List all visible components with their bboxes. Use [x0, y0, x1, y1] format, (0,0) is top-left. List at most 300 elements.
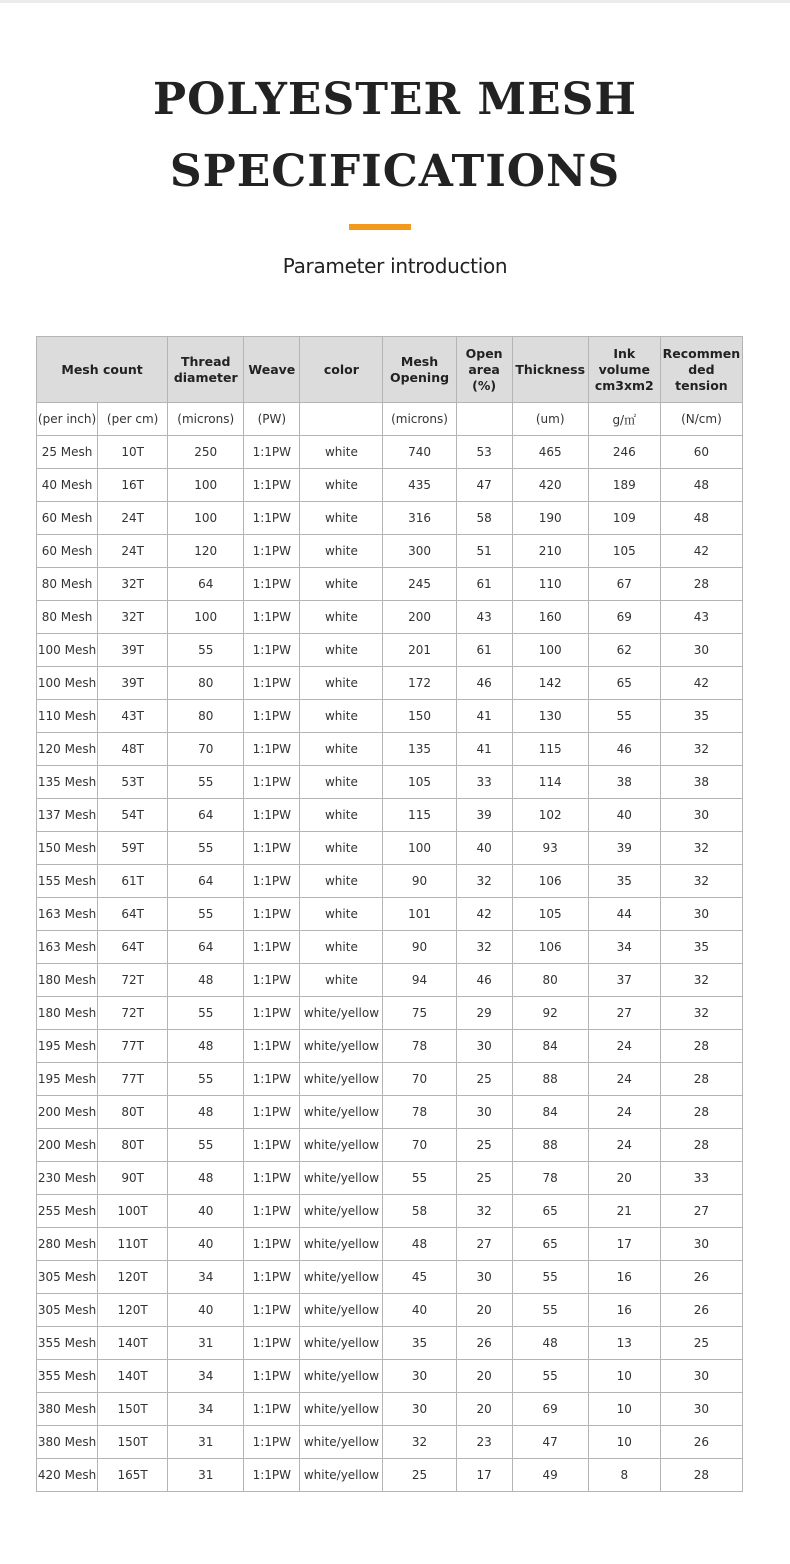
cell-thread-diameter: 48	[168, 964, 244, 997]
cell-color: white/yellow	[300, 1360, 383, 1393]
cell-open-area: 47	[456, 469, 512, 502]
cell-mesh-opening: 30	[383, 1360, 456, 1393]
cell-open-area: 41	[456, 700, 512, 733]
cell-open-area: 46	[456, 667, 512, 700]
cell-per-inch: 230 Mesh	[37, 1162, 98, 1195]
cell-thickness: 142	[512, 667, 588, 700]
cell-per-cm: 32T	[98, 568, 168, 601]
cell-thread-diameter: 48	[168, 1162, 244, 1195]
table-row	[37, 1162, 743, 1195]
cell-ink-volume: 20	[588, 1162, 660, 1195]
cell-weave: 1:1PW	[244, 1393, 300, 1426]
cell-per-cm: 110T	[98, 1228, 168, 1261]
cell-color: white	[300, 634, 383, 667]
cell-thickness: 114	[512, 766, 588, 799]
cell-thread-diameter: 64	[168, 931, 244, 964]
table-row	[37, 1426, 743, 1459]
unit-cell: (um)	[512, 403, 588, 436]
cell-color: white	[300, 469, 383, 502]
unit-cell	[456, 403, 512, 436]
cell-per-cm: 72T	[98, 964, 168, 997]
cell-thickness: 80	[512, 964, 588, 997]
cell-per-inch: 163 Mesh	[37, 898, 98, 931]
table-row	[37, 832, 743, 865]
cell-mesh-opening: 78	[383, 1030, 456, 1063]
cell-open-area: 32	[456, 1195, 512, 1228]
cell-thread-diameter: 64	[168, 568, 244, 601]
cell-tension: 48	[660, 502, 742, 535]
cell-per-inch: 25 Mesh	[37, 436, 98, 469]
cell-per-inch: 280 Mesh	[37, 1228, 98, 1261]
table-row	[37, 1030, 743, 1063]
cell-per-inch: 163 Mesh	[37, 931, 98, 964]
cell-ink-volume: 44	[588, 898, 660, 931]
cell-per-inch: 60 Mesh	[37, 535, 98, 568]
cell-open-area: 41	[456, 733, 512, 766]
header-ink-volume: Ink volume cm3xm2	[588, 337, 660, 403]
cell-thread-diameter: 55	[168, 766, 244, 799]
cell-per-cm: 64T	[98, 931, 168, 964]
cell-thickness: 465	[512, 436, 588, 469]
cell-color: white/yellow	[300, 1327, 383, 1360]
cell-per-cm: 54T	[98, 799, 168, 832]
cell-weave: 1:1PW	[244, 1327, 300, 1360]
cell-open-area: 43	[456, 601, 512, 634]
cell-open-area: 30	[456, 1096, 512, 1129]
table-row	[37, 436, 743, 469]
table-row	[37, 667, 743, 700]
cell-thickness: 55	[512, 1294, 588, 1327]
unit-cell	[300, 403, 383, 436]
cell-per-inch: 180 Mesh	[37, 997, 98, 1030]
cell-color: white/yellow	[300, 1393, 383, 1426]
cell-tension: 48	[660, 469, 742, 502]
cell-mesh-opening: 58	[383, 1195, 456, 1228]
cell-thread-diameter: 48	[168, 1030, 244, 1063]
cell-ink-volume: 189	[588, 469, 660, 502]
cell-per-inch: 110 Mesh	[37, 700, 98, 733]
cell-per-cm: 32T	[98, 601, 168, 634]
header-thread-diameter: Thread diameter	[168, 337, 244, 403]
cell-tension: 32	[660, 733, 742, 766]
table-row	[37, 997, 743, 1030]
cell-ink-volume: 16	[588, 1294, 660, 1327]
cell-tension: 42	[660, 667, 742, 700]
cell-open-area: 20	[456, 1360, 512, 1393]
cell-thickness: 110	[512, 568, 588, 601]
cell-color: white	[300, 601, 383, 634]
cell-per-inch: 180 Mesh	[37, 964, 98, 997]
cell-tension: 30	[660, 1393, 742, 1426]
cell-tension: 28	[660, 1096, 742, 1129]
cell-thickness: 49	[512, 1459, 588, 1492]
cell-open-area: 30	[456, 1261, 512, 1294]
cell-color: white	[300, 766, 383, 799]
cell-open-area: 25	[456, 1162, 512, 1195]
cell-tension: 26	[660, 1294, 742, 1327]
cell-open-area: 58	[456, 502, 512, 535]
units-row	[37, 403, 743, 436]
cell-mesh-opening: 48	[383, 1228, 456, 1261]
cell-per-cm: 90T	[98, 1162, 168, 1195]
cell-per-cm: 72T	[98, 997, 168, 1030]
cell-mesh-opening: 135	[383, 733, 456, 766]
cell-thickness: 65	[512, 1228, 588, 1261]
cell-open-area: 53	[456, 436, 512, 469]
cell-per-cm: 165T	[98, 1459, 168, 1492]
table-row	[37, 1294, 743, 1327]
cell-thickness: 105	[512, 898, 588, 931]
cell-mesh-opening: 200	[383, 601, 456, 634]
cell-tension: 38	[660, 766, 742, 799]
table-row	[37, 799, 743, 832]
cell-open-area: 39	[456, 799, 512, 832]
page-subtitle: Parameter introduction	[282, 254, 508, 278]
cell-thickness: 130	[512, 700, 588, 733]
cell-open-area: 17	[456, 1459, 512, 1492]
cell-per-inch: 380 Mesh	[37, 1426, 98, 1459]
table-row	[37, 601, 743, 634]
cell-per-inch: 355 Mesh	[37, 1360, 98, 1393]
cell-thread-diameter: 31	[168, 1426, 244, 1459]
cell-open-area: 30	[456, 1030, 512, 1063]
cell-mesh-opening: 90	[383, 865, 456, 898]
cell-thread-diameter: 31	[168, 1459, 244, 1492]
cell-weave: 1:1PW	[244, 865, 300, 898]
cell-weave: 1:1PW	[244, 799, 300, 832]
unit-cell: (N/cm)	[660, 403, 742, 436]
header-open-area: Open area (%)	[456, 337, 512, 403]
cell-thickness: 106	[512, 865, 588, 898]
cell-color: white/yellow	[300, 1426, 383, 1459]
cell-open-area: 20	[456, 1393, 512, 1426]
cell-thickness: 92	[512, 997, 588, 1030]
cell-ink-volume: 13	[588, 1327, 660, 1360]
cell-thickness: 93	[512, 832, 588, 865]
cell-mesh-opening: 100	[383, 832, 456, 865]
cell-mesh-opening: 172	[383, 667, 456, 700]
cell-thread-diameter: 250	[168, 436, 244, 469]
table-row	[37, 700, 743, 733]
table-row	[37, 1261, 743, 1294]
cell-weave: 1:1PW	[244, 1030, 300, 1063]
cell-tension: 28	[660, 1063, 742, 1096]
cell-tension: 28	[660, 1129, 742, 1162]
cell-per-inch: 100 Mesh	[37, 667, 98, 700]
cell-mesh-opening: 115	[383, 799, 456, 832]
cell-color: white/yellow	[300, 1459, 383, 1492]
cell-per-inch: 135 Mesh	[37, 766, 98, 799]
cell-ink-volume: 39	[588, 832, 660, 865]
cell-ink-volume: 16	[588, 1261, 660, 1294]
cell-per-inch: 80 Mesh	[37, 601, 98, 634]
cell-thickness: 55	[512, 1261, 588, 1294]
cell-tension: 32	[660, 832, 742, 865]
cell-tension: 35	[660, 700, 742, 733]
cell-weave: 1:1PW	[244, 931, 300, 964]
cell-per-inch: 305 Mesh	[37, 1294, 98, 1327]
cell-open-area: 61	[456, 568, 512, 601]
page-title-line-2: SPECIFICATIONS	[169, 146, 621, 197]
cell-color: white/yellow	[300, 1261, 383, 1294]
cell-open-area: 20	[456, 1294, 512, 1327]
cell-ink-volume: 35	[588, 865, 660, 898]
cell-thread-diameter: 48	[168, 1096, 244, 1129]
cell-per-cm: 16T	[98, 469, 168, 502]
cell-thickness: 210	[512, 535, 588, 568]
table-row	[37, 1459, 743, 1492]
cell-ink-volume: 62	[588, 634, 660, 667]
cell-thickness: 88	[512, 1129, 588, 1162]
cell-weave: 1:1PW	[244, 1195, 300, 1228]
cell-thread-diameter: 40	[168, 1228, 244, 1261]
cell-tension: 26	[660, 1426, 742, 1459]
cell-per-cm: 140T	[98, 1360, 168, 1393]
cell-open-area: 25	[456, 1063, 512, 1096]
cell-color: white/yellow	[300, 1162, 383, 1195]
cell-per-inch: 80 Mesh	[37, 568, 98, 601]
cell-ink-volume: 27	[588, 997, 660, 1030]
cell-per-cm: 48T	[98, 733, 168, 766]
cell-thickness: 100	[512, 634, 588, 667]
cell-thread-diameter: 55	[168, 997, 244, 1030]
cell-ink-volume: 21	[588, 1195, 660, 1228]
header-mesh-opening: Mesh Opening	[383, 337, 456, 403]
header-weave: Weave	[244, 337, 300, 403]
cell-color: white	[300, 535, 383, 568]
cell-thread-diameter: 55	[168, 898, 244, 931]
cell-tension: 27	[660, 1195, 742, 1228]
cell-per-cm: 61T	[98, 865, 168, 898]
cell-ink-volume: 105	[588, 535, 660, 568]
cell-mesh-opening: 105	[383, 766, 456, 799]
spec-table	[36, 336, 743, 1492]
cell-color: white	[300, 898, 383, 931]
cell-mesh-opening: 78	[383, 1096, 456, 1129]
cell-tension: 30	[660, 799, 742, 832]
cell-ink-volume: 37	[588, 964, 660, 997]
cell-ink-volume: 24	[588, 1063, 660, 1096]
cell-thread-diameter: 55	[168, 832, 244, 865]
cell-weave: 1:1PW	[244, 1063, 300, 1096]
cell-per-cm: 43T	[98, 700, 168, 733]
cell-thread-diameter: 55	[168, 1063, 244, 1096]
cell-weave: 1:1PW	[244, 568, 300, 601]
cell-color: white	[300, 931, 383, 964]
cell-tension: 28	[660, 1030, 742, 1063]
cell-color: white	[300, 700, 383, 733]
cell-per-inch: 200 Mesh	[37, 1129, 98, 1162]
cell-mesh-opening: 70	[383, 1129, 456, 1162]
cell-ink-volume: 67	[588, 568, 660, 601]
cell-ink-volume: 17	[588, 1228, 660, 1261]
cell-mesh-opening: 94	[383, 964, 456, 997]
cell-color: white	[300, 964, 383, 997]
cell-per-inch: 305 Mesh	[37, 1261, 98, 1294]
cell-color: white	[300, 733, 383, 766]
cell-mesh-opening: 30	[383, 1393, 456, 1426]
cell-thickness: 106	[512, 931, 588, 964]
cell-thread-diameter: 100	[168, 502, 244, 535]
cell-tension: 35	[660, 931, 742, 964]
cell-thread-diameter: 34	[168, 1393, 244, 1426]
table-row	[37, 766, 743, 799]
table-row	[37, 931, 743, 964]
cell-mesh-opening: 35	[383, 1327, 456, 1360]
cell-ink-volume: 46	[588, 733, 660, 766]
table-row	[37, 964, 743, 997]
cell-mesh-opening: 45	[383, 1261, 456, 1294]
page-title-line-1: POLYESTER MESH	[152, 74, 637, 125]
cell-weave: 1:1PW	[244, 766, 300, 799]
cell-mesh-opening: 101	[383, 898, 456, 931]
cell-tension: 28	[660, 1459, 742, 1492]
cell-tension: 30	[660, 1360, 742, 1393]
cell-thread-diameter: 100	[168, 469, 244, 502]
cell-weave: 1:1PW	[244, 898, 300, 931]
cell-weave: 1:1PW	[244, 1228, 300, 1261]
unit-cell: (per cm)	[98, 403, 168, 436]
cell-open-area: 46	[456, 964, 512, 997]
table-row	[37, 1129, 743, 1162]
cell-thickness: 47	[512, 1426, 588, 1459]
cell-per-cm: 80T	[98, 1096, 168, 1129]
cell-open-area: 61	[456, 634, 512, 667]
cell-per-inch: 195 Mesh	[37, 1063, 98, 1096]
cell-open-area: 40	[456, 832, 512, 865]
cell-mesh-opening: 25	[383, 1459, 456, 1492]
cell-tension: 30	[660, 898, 742, 931]
cell-ink-volume: 246	[588, 436, 660, 469]
cell-mesh-opening: 32	[383, 1426, 456, 1459]
cell-open-area: 42	[456, 898, 512, 931]
cell-color: white/yellow	[300, 1030, 383, 1063]
cell-per-cm: 10T	[98, 436, 168, 469]
cell-mesh-opening: 40	[383, 1294, 456, 1327]
cell-color: white/yellow	[300, 1096, 383, 1129]
cell-ink-volume: 34	[588, 931, 660, 964]
table-row	[37, 865, 743, 898]
cell-thread-diameter: 80	[168, 700, 244, 733]
cell-open-area: 27	[456, 1228, 512, 1261]
cell-color: white	[300, 568, 383, 601]
cell-per-cm: 120T	[98, 1261, 168, 1294]
cell-weave: 1:1PW	[244, 964, 300, 997]
cell-ink-volume: 24	[588, 1030, 660, 1063]
cell-thread-diameter: 40	[168, 1195, 244, 1228]
cell-weave: 1:1PW	[244, 469, 300, 502]
cell-color: white	[300, 436, 383, 469]
table-row	[37, 469, 743, 502]
cell-thickness: 78	[512, 1162, 588, 1195]
cell-thread-diameter: 40	[168, 1294, 244, 1327]
cell-per-inch: 137 Mesh	[37, 799, 98, 832]
cell-ink-volume: 55	[588, 700, 660, 733]
cell-per-cm: 77T	[98, 1063, 168, 1096]
cell-weave: 1:1PW	[244, 832, 300, 865]
cell-per-inch: 155 Mesh	[37, 865, 98, 898]
cell-open-area: 32	[456, 931, 512, 964]
cell-tension: 28	[660, 568, 742, 601]
table-row	[37, 568, 743, 601]
table-row	[37, 1096, 743, 1129]
cell-weave: 1:1PW	[244, 1426, 300, 1459]
cell-thread-diameter: 55	[168, 1129, 244, 1162]
cell-open-area: 26	[456, 1327, 512, 1360]
cell-mesh-opening: 90	[383, 931, 456, 964]
table-row	[37, 1195, 743, 1228]
cell-per-inch: 200 Mesh	[37, 1096, 98, 1129]
cell-thickness: 160	[512, 601, 588, 634]
cell-open-area: 23	[456, 1426, 512, 1459]
cell-thickness: 102	[512, 799, 588, 832]
cell-open-area: 51	[456, 535, 512, 568]
header-row	[37, 337, 743, 403]
cell-tension: 32	[660, 997, 742, 1030]
header-mesh-count: Mesh count	[37, 337, 168, 403]
cell-per-cm: 24T	[98, 535, 168, 568]
cell-thickness: 190	[512, 502, 588, 535]
cell-ink-volume: 40	[588, 799, 660, 832]
cell-ink-volume: 24	[588, 1129, 660, 1162]
cell-weave: 1:1PW	[244, 502, 300, 535]
cell-tension: 25	[660, 1327, 742, 1360]
table-row	[37, 1393, 743, 1426]
cell-color: white/yellow	[300, 997, 383, 1030]
cell-per-cm: 64T	[98, 898, 168, 931]
cell-thickness: 69	[512, 1393, 588, 1426]
cell-thickness: 115	[512, 733, 588, 766]
cell-thread-diameter: 34	[168, 1261, 244, 1294]
cell-weave: 1:1PW	[244, 1162, 300, 1195]
cell-weave: 1:1PW	[244, 1294, 300, 1327]
cell-thickness: 84	[512, 1030, 588, 1063]
cell-per-cm: 24T	[98, 502, 168, 535]
cell-ink-volume: 65	[588, 667, 660, 700]
cell-thread-diameter: 64	[168, 799, 244, 832]
table-row	[37, 502, 743, 535]
cell-per-inch: 355 Mesh	[37, 1327, 98, 1360]
cell-thread-diameter: 64	[168, 865, 244, 898]
cell-per-inch: 100 Mesh	[37, 634, 98, 667]
cell-thread-diameter: 100	[168, 601, 244, 634]
cell-ink-volume: 109	[588, 502, 660, 535]
unit-cell: (per inch)	[37, 403, 98, 436]
unit-cell: (microns)	[168, 403, 244, 436]
unit-cell: (microns)	[383, 403, 456, 436]
cell-mesh-opening: 300	[383, 535, 456, 568]
cell-weave: 1:1PW	[244, 1360, 300, 1393]
cell-ink-volume: 38	[588, 766, 660, 799]
cell-per-inch: 150 Mesh	[37, 832, 98, 865]
unit-cell: (PW)	[244, 403, 300, 436]
cell-thread-diameter: 120	[168, 535, 244, 568]
cell-tension: 42	[660, 535, 742, 568]
cell-color: white/yellow	[300, 1063, 383, 1096]
cell-mesh-opening: 55	[383, 1162, 456, 1195]
header-thickness: Thickness	[512, 337, 588, 403]
cell-open-area: 33	[456, 766, 512, 799]
cell-per-inch: 60 Mesh	[37, 502, 98, 535]
cell-ink-volume: 8	[588, 1459, 660, 1492]
cell-tension: 32	[660, 865, 742, 898]
cell-mesh-opening: 435	[383, 469, 456, 502]
cell-thread-diameter: 55	[168, 634, 244, 667]
cell-per-cm: 59T	[98, 832, 168, 865]
cell-tension: 30	[660, 1228, 742, 1261]
cell-color: white	[300, 667, 383, 700]
cell-weave: 1:1PW	[244, 1459, 300, 1492]
